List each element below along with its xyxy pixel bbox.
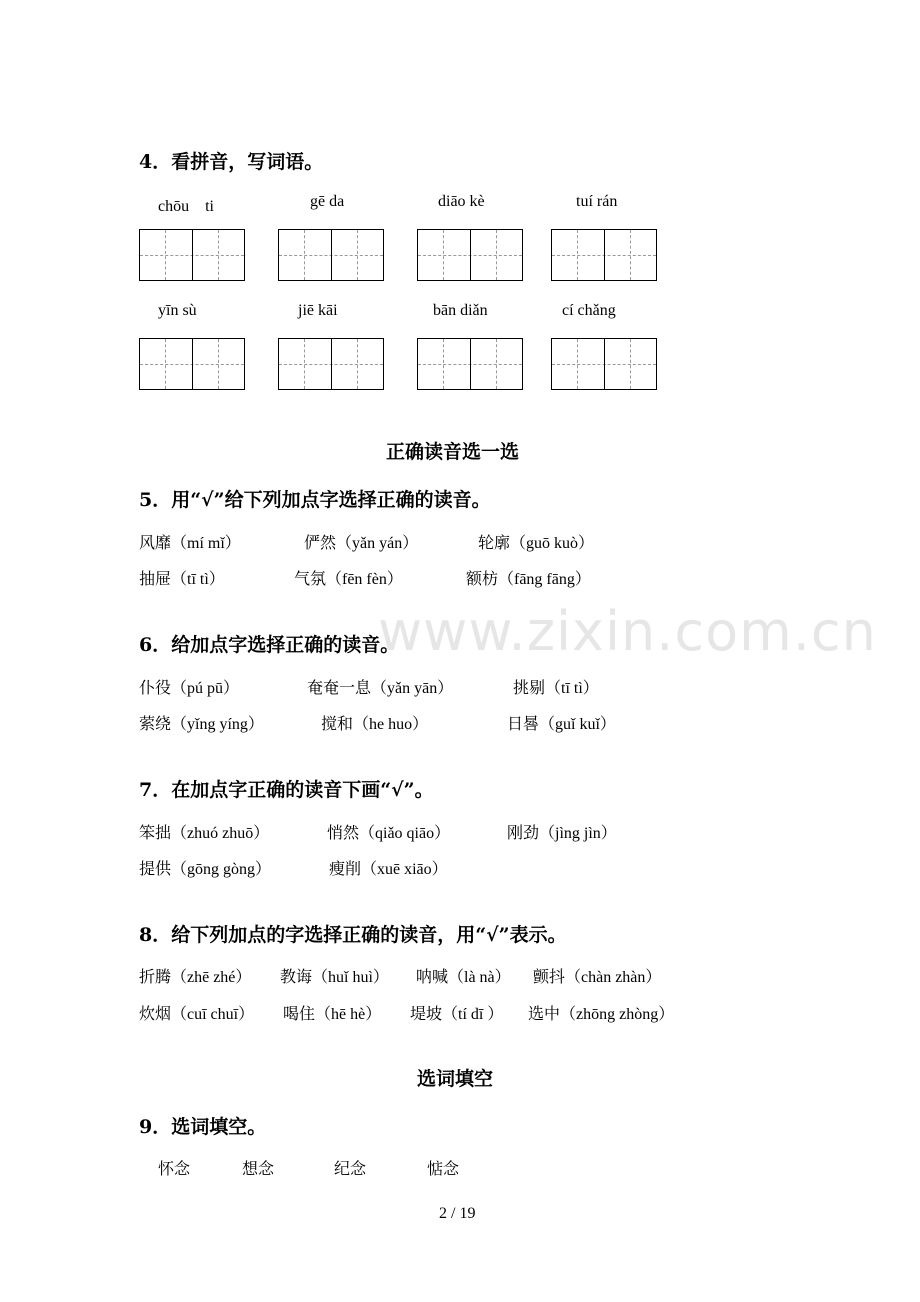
page-number: 2 / 19 xyxy=(439,1205,476,1222)
writing-grid[interactable] xyxy=(278,338,384,390)
section-heading: 选词填空 xyxy=(417,1068,494,1090)
word-choice: 想念 xyxy=(242,1161,275,1178)
reading-item: 笨拙（zhuó zhuō） xyxy=(139,825,270,842)
reading-item: 刚劲（jìng jìn） xyxy=(507,825,617,842)
reading-item: 搅和（he huo） xyxy=(321,716,429,733)
reading-item: 堤坡（tí dī ） xyxy=(410,1006,504,1023)
word-choice: 惦念 xyxy=(427,1161,460,1178)
question-9-title: 9．选词填空。 xyxy=(139,1116,267,1138)
reading-item: 喝住（hē hè） xyxy=(283,1006,382,1023)
reading-item: 颤抖（chàn zhàn） xyxy=(533,969,662,986)
reading-item: 折腾（zhē zhé） xyxy=(139,969,252,986)
reading-item: 轮廓（guō kuò） xyxy=(478,535,595,552)
reading-item: 萦绕（yǐng yíng） xyxy=(139,716,264,733)
writing-grid[interactable] xyxy=(417,338,523,390)
reading-item: 选中（zhōng zhòng） xyxy=(528,1006,675,1023)
reading-item: 日晷（guǐ kuǐ） xyxy=(507,716,616,733)
writing-grid[interactable] xyxy=(417,229,523,281)
reading-item: 提供（gōng gòng） xyxy=(139,861,272,878)
reading-item: 瘦削（xuē xiāo） xyxy=(329,861,448,878)
question-5-title: 5．用“√”给下列加点字选择正确的读音。 xyxy=(139,489,491,511)
pinyin-label: chōu ti xyxy=(158,198,214,215)
pinyin-label: cí chǎng xyxy=(562,302,616,319)
pinyin-label: bān diǎn xyxy=(433,302,488,319)
reading-item: 抽屉（tī tì） xyxy=(139,571,225,588)
reading-item: 炊烟（cuī chuī） xyxy=(139,1006,255,1023)
writing-grid[interactable] xyxy=(551,229,657,281)
writing-grid[interactable] xyxy=(139,229,245,281)
question-8-title: 8．给下列加点的字选择正确的读音，用“√”表示。 xyxy=(139,924,567,946)
pinyin-label: gē da xyxy=(310,193,345,210)
watermark: www.zixin.com.cn xyxy=(378,600,877,663)
question-6-title: 6．给加点字选择正确的读音。 xyxy=(139,634,400,656)
pinyin-label: tuí rán xyxy=(576,193,618,210)
pinyin-label: jiē kāi xyxy=(298,302,338,319)
reading-item: 俨然（yǎn yán） xyxy=(304,535,419,552)
reading-item: 额枋（fāng fāng） xyxy=(466,571,591,588)
writing-grid[interactable] xyxy=(139,338,245,390)
word-choice: 怀念 xyxy=(158,1161,191,1178)
writing-grid[interactable] xyxy=(551,338,657,390)
pinyin-label: yīn sù xyxy=(158,302,197,319)
reading-item: 仆役（pú pū） xyxy=(139,680,240,697)
question-7-title: 7．在加点字正确的读音下画“√”。 xyxy=(139,779,434,801)
reading-item: 挑剔（tī tì） xyxy=(513,680,599,697)
writing-grid[interactable] xyxy=(278,229,384,281)
section-heading: 正确读音选一选 xyxy=(386,441,520,463)
reading-item: 奄奄一息（yǎn yān） xyxy=(307,680,454,697)
word-choice: 纪念 xyxy=(334,1161,367,1178)
pinyin-label: diāo kè xyxy=(438,193,485,210)
reading-item: 呐喊（là nà） xyxy=(416,969,511,986)
question-4-title: 4．看拼音，写词语。 xyxy=(139,151,324,173)
reading-item: 悄然（qiǎo qiāo） xyxy=(327,825,451,842)
reading-item: 气氛（fēn fèn） xyxy=(294,571,403,588)
reading-item: 教诲（huǐ huì） xyxy=(280,969,389,986)
reading-item: 风靡（mí mǐ） xyxy=(139,535,241,552)
